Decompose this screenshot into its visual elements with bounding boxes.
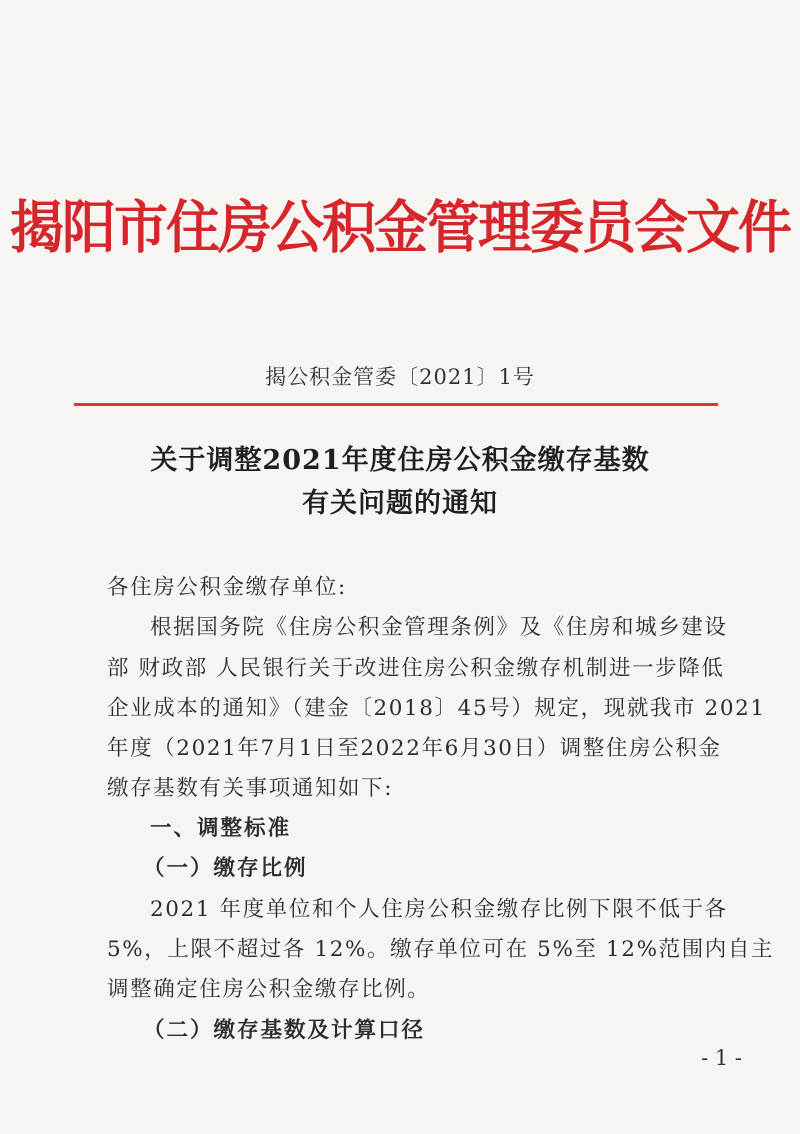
document-number: 揭公积金管委〔2021〕1号 bbox=[265, 365, 535, 389]
red-separator-line bbox=[74, 403, 718, 406]
para1-line-3: 调整确定住房公积金缴存比例。 bbox=[107, 977, 431, 1002]
addressee: 各住房公积金缴存单位: bbox=[107, 575, 347, 600]
intro-line-3: 企业成本的通知》（建金〔2018〕45号）规定，现就我市 2021 bbox=[107, 696, 766, 721]
para1-line-1: 2021 年度单位和个人住房公积金缴存比例下限不低于各 bbox=[150, 897, 728, 922]
subsection-heading-2: （二）缴存基数及计算口径 bbox=[143, 1018, 426, 1043]
subsection-heading-1: （一）缴存比例 bbox=[143, 856, 308, 881]
masthead-title: 揭阳市住房公积金管理委员会文件 bbox=[10, 194, 790, 261]
section-heading-1: 一、调整标准 bbox=[150, 816, 292, 841]
intro-line-1: 根据国务院《住房公积金管理条例》及《住房和城乡建设 bbox=[150, 615, 728, 640]
notice-title-line-1: 关于调整2021年度住房公积金缴存基数 bbox=[150, 445, 650, 476]
page-number: - 1 - bbox=[701, 1046, 742, 1070]
notice-title-line-2: 有关问题的通知 bbox=[302, 488, 498, 519]
intro-line-5: 缴存基数有关事项通知如下: bbox=[107, 776, 394, 801]
intro-line-2: 部 财政部 人民银行关于改进住房公积金缴存机制进一步降低 bbox=[107, 656, 725, 681]
para1-line-2: 5%，上限不超过各 12%。缴存单位可在 5%至 12%范围内自主 bbox=[107, 937, 775, 962]
intro-line-4: 年度（2021年7月1日至2022年6月30日）调整住房公积金 bbox=[107, 736, 722, 761]
